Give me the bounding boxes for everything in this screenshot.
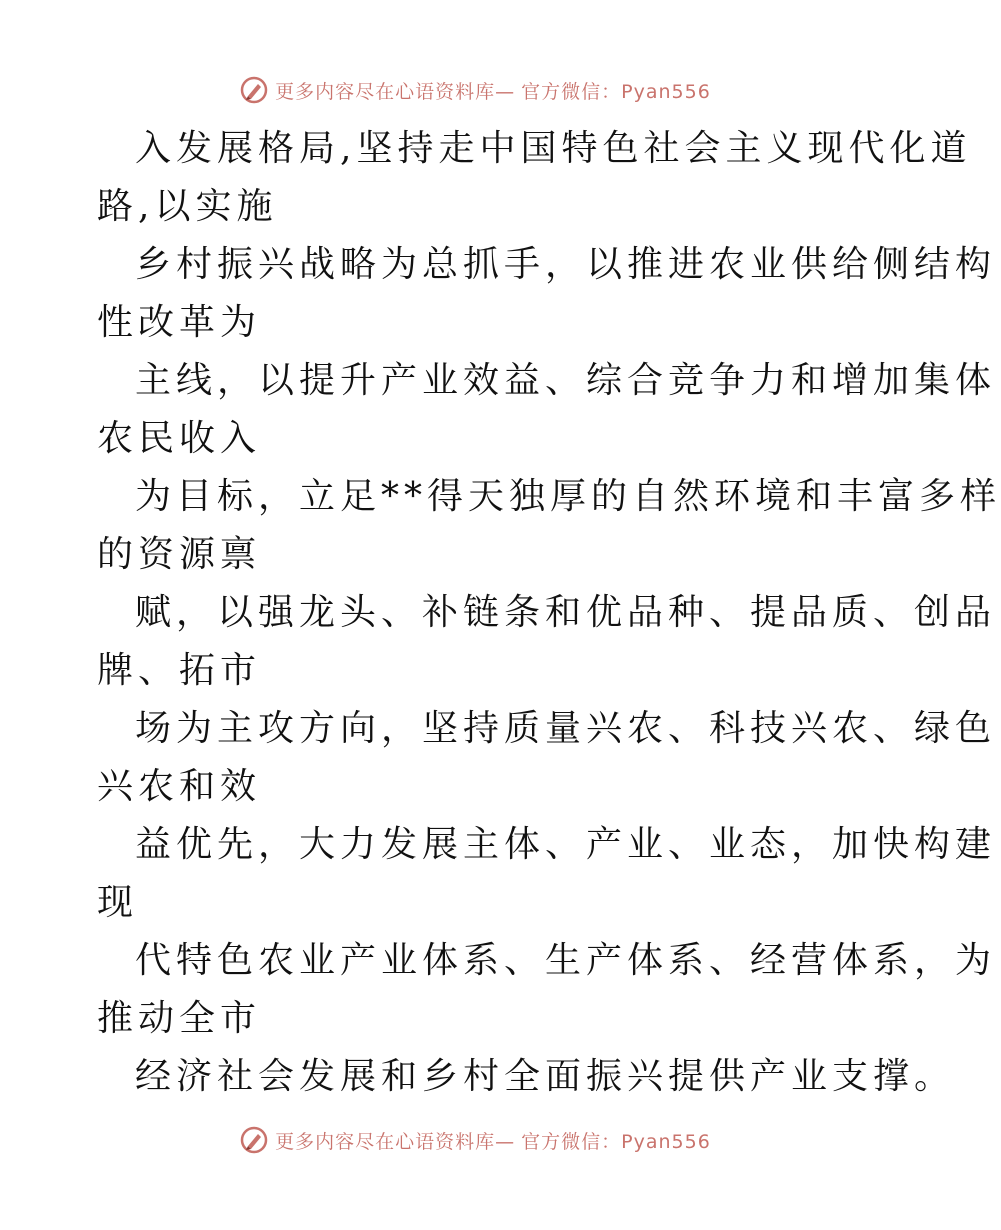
footer-banner	[0, 1122, 950, 1158]
body-line: 兴农和效	[97, 766, 262, 807]
document-body	[97, 120, 1001, 1106]
body-line: 入发展格局,坚持走中国特色社会主义现代化道	[135, 128, 972, 169]
body-line: 为目标，立足**得天独厚的自然环境和丰富多样	[135, 476, 1001, 517]
body-line: 经济社会发展和乡村全面振兴提供产业支撑。	[135, 1056, 956, 1097]
body-line: 的资源禀	[97, 534, 262, 575]
body-line: 益优先，大力发展主体、产业、业态，加快构建	[135, 824, 997, 865]
pen-logo-icon	[239, 75, 269, 105]
body-line: 乡村振兴战略为总抓手，以推进农业供给侧结构	[135, 244, 997, 285]
banner-text: 更多内容尽在心语资料库—	[275, 80, 516, 103]
banner-text: 更多内容尽在心语资料库—	[275, 1130, 516, 1153]
body-line: 性改革为	[97, 302, 262, 343]
body-line: 赋，以强龙头、补链条和优品种、提品质、创品	[135, 592, 997, 633]
banner-wechat: 官方微信：Pyan556	[521, 80, 711, 103]
body-line: 农民收入	[97, 418, 262, 459]
body-line: 场为主攻方向，坚持质量兴农、科技兴农、绿色	[135, 708, 997, 749]
body-line: 路,以实施	[97, 186, 278, 227]
body-line: 主线，以提升产业效益、综合竞争力和增加集体	[135, 360, 997, 401]
body-line: 现	[97, 882, 139, 923]
body-line: 推动全市	[97, 998, 262, 1039]
banner-wechat: 官方微信：Pyan556	[521, 1130, 711, 1153]
pen-logo-icon	[239, 1125, 269, 1155]
body-line: 代特色农业产业体系、生产体系、经营体系，为	[135, 940, 997, 981]
header-banner	[0, 72, 950, 108]
body-line: 牌、拓市	[97, 650, 262, 691]
